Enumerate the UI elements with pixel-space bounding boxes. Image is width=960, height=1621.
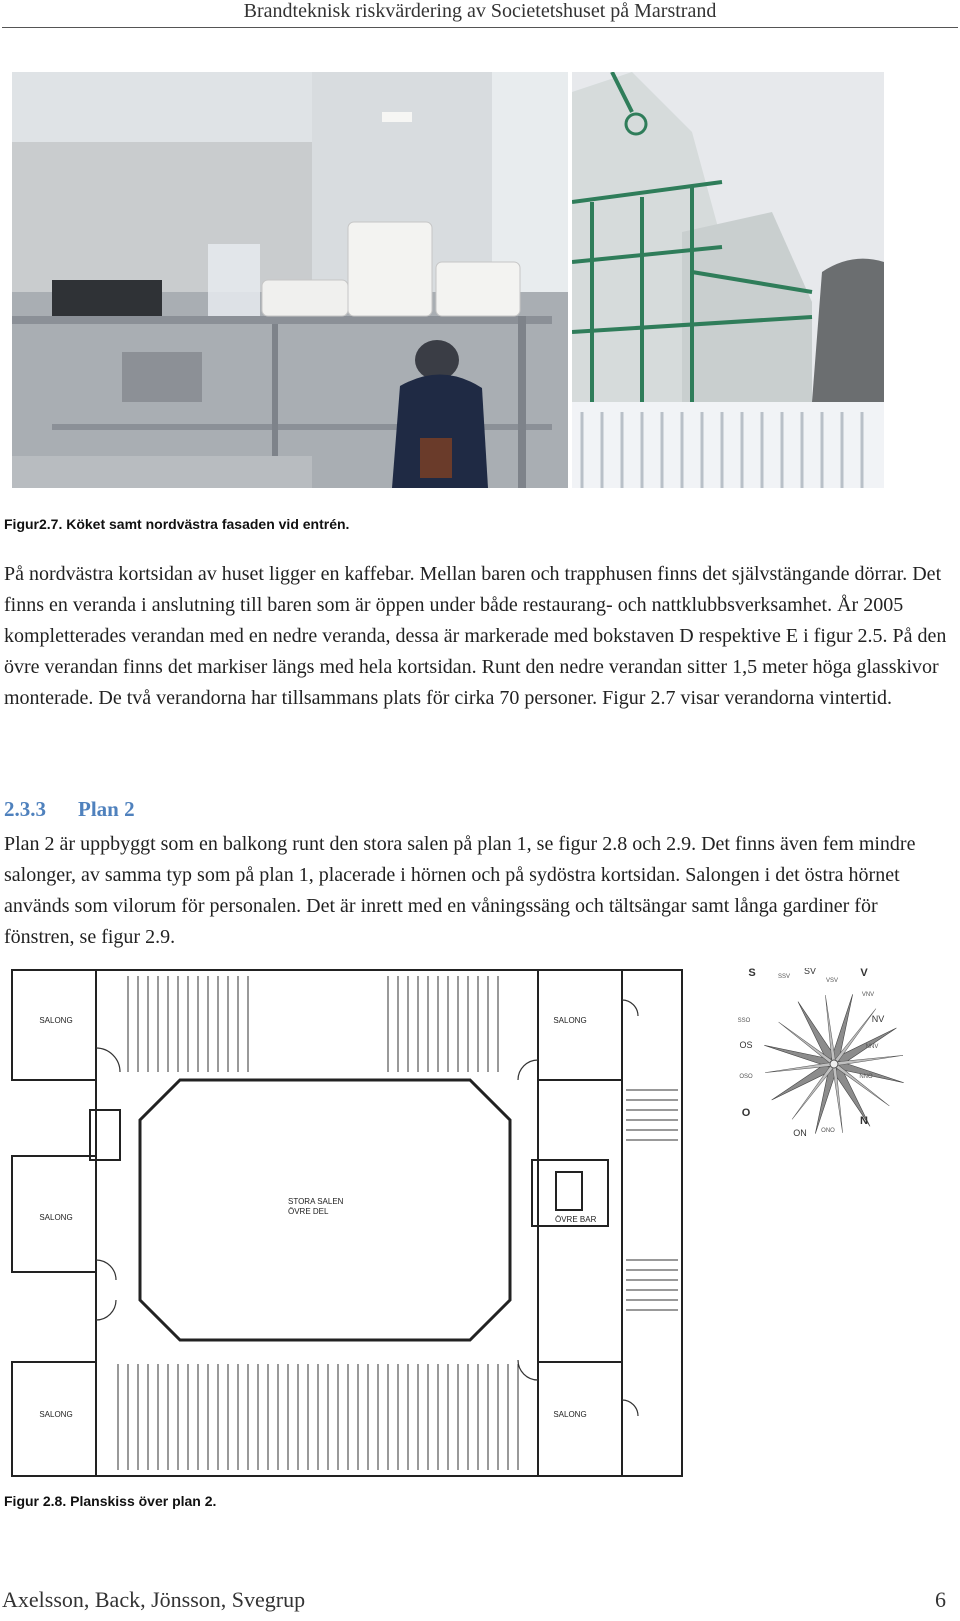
room-label-salong-se: SALONG (553, 1410, 587, 1419)
compass-label-minor: VNV (861, 992, 875, 998)
compass-label-main: NV (871, 1014, 885, 1024)
compass-label-minor: OSO (739, 1074, 753, 1080)
body-paragraph-plan-2: Plan 2 är uppbyggt som en balkong runt den stora salen på plan 1, se figur 2.8 och 2.9. Det finns även fem mindre salonger, av samma typ som på plan 1, placerade i hörnen och på sydöstra kortsidan. Salongen i det östra hörnet används som vilorum för personalen. Det är inrett med en våningssäng och tältsängar samt långa gardiner för fönstren, se figur 2.9. (4, 833, 916, 948)
page-number: 6 (935, 1587, 946, 1612)
section-heading (4, 797, 135, 822)
compass-rose (738, 968, 930, 1160)
compass-label-main: V (860, 968, 868, 979)
page-header (0, 0, 960, 28)
compass-label-main: SV (803, 968, 817, 976)
compass-label-main: OS (739, 1040, 753, 1050)
figure-caption-2-8: Figur 2.8. Planskiss över plan 2. (4, 1493, 217, 1509)
figure-caption-2-7: Figur2.7. Köket samt nordvästra fasaden vid entrén. (4, 516, 350, 532)
room-label-salong-sw: SALONG (39, 1410, 73, 1419)
compass-label-main: S (748, 968, 756, 979)
room-label-salong-nw: SALONG (39, 1016, 73, 1025)
room-label-hall-line-1: STORA SALEN (288, 1197, 344, 1206)
document-title: Brandteknisk riskvärdering av Societetshuset på Marstrand (243, 0, 717, 22)
room-label-hall-line-2: ÖVRE DEL (288, 1207, 329, 1216)
section-title: Plan 2 (78, 797, 135, 821)
compass-label-minor: ONO (821, 1128, 835, 1134)
facade-photo (572, 72, 884, 488)
room-label-bar: ÖVRE BAR (555, 1215, 597, 1224)
compass-label-main: ON (793, 1128, 807, 1138)
compass-label-minor: NNV (865, 1044, 879, 1050)
compass-label-minor: SSO (738, 1018, 751, 1024)
compass-label-minor: SSV (777, 974, 791, 980)
compass-label-main: N (860, 1115, 868, 1127)
header-divider (2, 27, 958, 28)
compass-label-minor: VSV (825, 978, 839, 984)
compass-label-main: O (741, 1107, 751, 1119)
room-label-salong-w: SALONG (39, 1213, 73, 1222)
footer-authors: Axelsson, Back, Jönsson, Svegrup (2, 1587, 306, 1612)
compass-label-minor: NNO (859, 1074, 873, 1080)
floor-plan-diagram (10, 960, 688, 1482)
room-label-salong-ne: SALONG (553, 1016, 587, 1025)
kitchen-photo (12, 72, 568, 488)
body-paragraph-verandas: På nordvästra kortsidan av huset ligger en kaffebar. Mellan baren och trapphusen finns det självstängande dörrar. Det finns en veranda i anslutning till baren som är öppen under både restaurang- och nattklubbsverksamhet. År 2005 kompletterades verandan med en nedre veranda, dessa är markerade med bokstaven D respektive E i figur 2.5. På den övre verandan finns det markiser längs med hela kortsidan. Runt den nedre verandan sitter 1,5 meter höga glasskivor monterade. De två verandorna har tillsammans plats för cirka 70 personer. Figur 2.7 visar verandorna vintertid. (4, 563, 947, 709)
section-number: 2.3.3 (4, 797, 46, 821)
